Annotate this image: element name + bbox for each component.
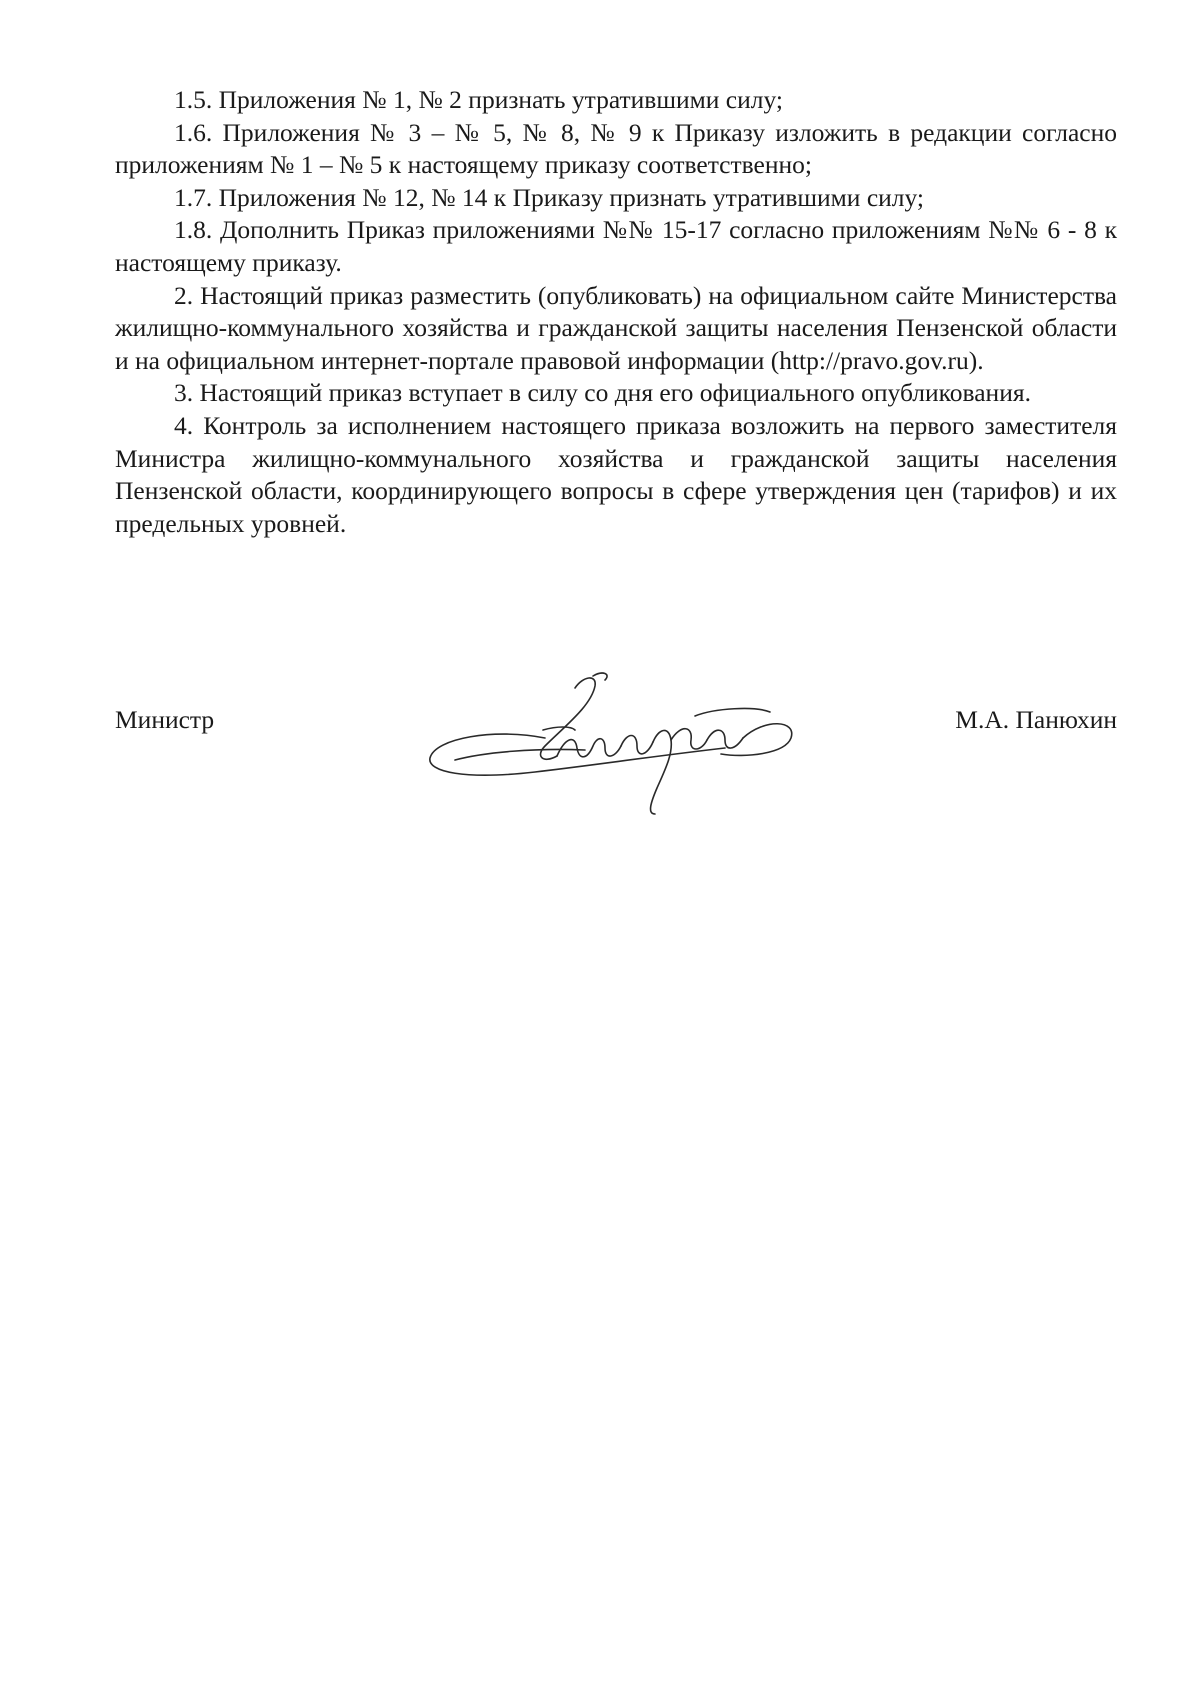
document-body: [115, 84, 1117, 540]
signature-block: [115, 668, 1117, 828]
signatory-name: М.А. Панюхин: [955, 705, 1117, 734]
paragraph-1-7: 1.7. Приложения № 12, № 14 к Приказу признать утратившими силу;: [174, 182, 925, 212]
paragraph-1-8: 1.8. Дополнить Приказ приложениями №№ 15-17 согласно приложениям №№ 6 - 8 к настоящему приказу.: [115, 215, 1117, 277]
paragraph-1-6: 1.6. Приложения № 3 – № 5, № 8, № 9 к Приказу изложить в редакции согласно приложениям № 1 – № 5 к настоящему приказу соответственно;: [115, 117, 1117, 180]
paragraph-3: 3. Настоящий приказ вступает в силу со дня его официального опубликования.: [174, 378, 1031, 408]
paragraph-1-5: 1.5. Приложения № 1, № 2 признать утратившими силу;: [174, 85, 783, 114]
handwritten-signature: [425, 668, 795, 818]
signatory-role: Министр: [115, 705, 215, 734]
paragraph-4: 4. Контроль за исполнением настоящего приказа возложить на первого заместителя Министра жилищно-коммунального хозяйства и гражданской защиты населения Пензенской области, координирующего вопросы в сфере утверждения цен (тарифов) и их предельных уровней.: [115, 410, 1117, 538]
paragraph-2: 2. Настоящий приказ разместить (опубликовать) на официальном сайте Министерства жилищно-коммунального хозяйства и гражданской защиты населения Пензенской области и на официальном интернет-портале правовой информации (http://pravo.gov.ru).: [115, 280, 1117, 375]
